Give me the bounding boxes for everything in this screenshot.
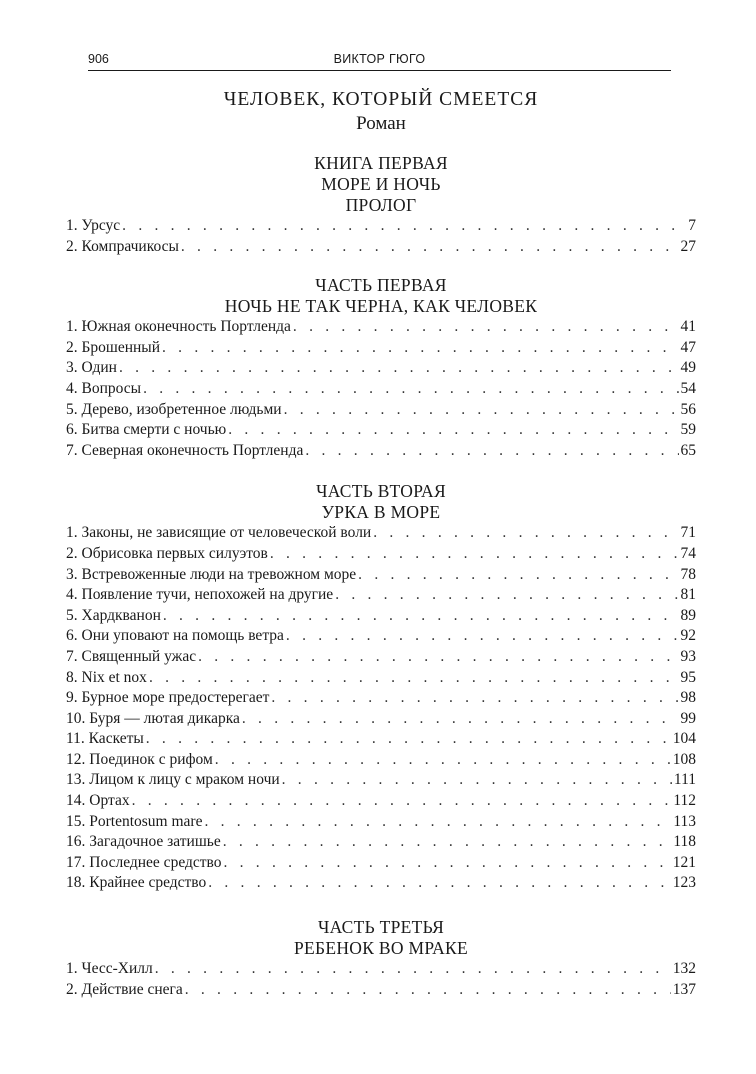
toc-entry <box>66 216 696 237</box>
toc-entry-title: 10. Буря — лютая дикарка <box>66 709 240 727</box>
toc-entry-title: 4. Появление тучи, непохожей на другие <box>66 586 334 604</box>
toc-entry-title: 16. Загадочное затишье <box>66 833 221 851</box>
section-title: КНИГА ПЕРВАЯ <box>314 153 448 173</box>
book-title: ЧЕЛОВЕК, КОТОРЫЙ СМЕЕТСЯ <box>223 89 539 110</box>
toc-entry-page: 54 <box>680 379 696 397</box>
toc-entry-title: 8. Nix et nox <box>66 668 147 686</box>
dot-leader <box>228 420 678 441</box>
toc-entry-page: 121 <box>672 853 696 871</box>
toc-entry-page: 132 <box>672 960 696 978</box>
dot-leader <box>185 980 671 1001</box>
dot-leader <box>146 729 671 750</box>
dot-leader <box>282 770 672 791</box>
toc-list <box>66 317 696 461</box>
toc-entry <box>66 770 696 791</box>
toc-entry-page: 65 <box>680 441 696 459</box>
toc-entry-page: 59 <box>680 421 696 439</box>
dot-leader <box>162 338 678 359</box>
toc-entry-page: 108 <box>672 750 696 768</box>
toc-entry-page: 111 <box>673 771 696 789</box>
dot-leader <box>204 812 671 833</box>
toc-entry-title: 3. Один <box>66 359 117 377</box>
running-header <box>88 50 671 71</box>
toc-entry-page: 78 <box>680 565 696 583</box>
section-title: ЧАСТЬ ТРЕТЬЯ <box>317 917 445 938</box>
dot-leader <box>149 668 679 689</box>
dot-leader <box>208 873 671 894</box>
running-head: ВИКТОР ГЮГО <box>333 52 426 66</box>
dot-leader <box>223 832 672 853</box>
toc-entry-title: 13. Лицом к лицу с мраком ночи <box>66 771 280 789</box>
page-number: 906 <box>88 52 109 66</box>
dot-leader <box>181 237 679 258</box>
toc-entry-title: 2. Обрисовка первых силуэтов <box>66 544 268 562</box>
dot-leader <box>119 358 679 379</box>
dot-leader <box>122 216 686 237</box>
toc-entry-page: 98 <box>680 689 696 707</box>
dot-leader <box>284 400 679 421</box>
toc-entry-page: 74 <box>680 544 696 562</box>
toc-entry-page: 95 <box>680 668 696 686</box>
toc-section <box>66 274 696 461</box>
toc-entry <box>66 358 696 379</box>
toc-entry-page: 71 <box>680 524 696 542</box>
toc-entry-title: 12. Поединок с рифом <box>66 750 213 768</box>
toc-entry-title: 17. Последнее средство <box>66 853 222 871</box>
toc-section <box>66 916 696 1000</box>
toc-entry-page: 56 <box>680 400 696 418</box>
toc-entry-title: 15. Portentosum mare <box>66 812 203 830</box>
toc-entry-page: 49 <box>680 359 696 377</box>
toc-entry-page: 47 <box>680 338 696 356</box>
toc-entry-page: 99 <box>680 709 696 727</box>
dot-leader <box>143 379 678 400</box>
section-subtitle: МОРЕ И НОЧЬ <box>321 174 441 194</box>
dot-leader <box>335 585 678 606</box>
toc-section <box>66 480 696 894</box>
toc-entry-title: 1. Урсус <box>66 217 121 234</box>
toc-entry-page: 92 <box>680 627 696 645</box>
dot-leader <box>242 709 679 730</box>
toc-entry <box>66 379 696 400</box>
dot-leader <box>163 606 679 627</box>
section-title: ЧАСТЬ ПЕРВАЯ <box>315 275 447 296</box>
section-title: ЧАСТЬ ВТОРАЯ <box>316 481 446 502</box>
dot-leader <box>224 853 671 874</box>
toc-entry-page: 137 <box>672 980 696 998</box>
section-subtitle: НОЧЬ НЕ ТАК ЧЕРНА, КАК ЧЕЛОВЕК <box>224 296 538 317</box>
toc-entry-title: 18. Крайнее средство <box>66 874 207 892</box>
book-subtitle: Роман <box>356 113 406 134</box>
toc-entry <box>66 873 696 894</box>
toc-entry <box>66 565 696 586</box>
toc-entry-page: 112 <box>673 792 696 810</box>
toc-entry-page: 104 <box>672 730 696 748</box>
toc-entry-page: 93 <box>680 647 696 665</box>
toc-entry <box>66 729 696 750</box>
dot-leader <box>198 647 678 668</box>
toc-entry-page: 81 <box>680 586 696 604</box>
toc-entry <box>66 523 696 544</box>
toc-entry-title: 1. Законы, не зависящие от человеческой воли <box>66 524 372 542</box>
toc-entry-page: 7 <box>688 217 696 234</box>
dot-leader <box>286 626 679 647</box>
toc-entry-title: 5. Хардкванон <box>66 606 161 624</box>
section-subtitle: ПРОЛОГ <box>345 195 417 215</box>
dot-leader <box>358 565 678 586</box>
toc-entry <box>66 237 696 258</box>
toc-section <box>66 152 696 257</box>
dot-leader <box>271 688 678 709</box>
toc-entry <box>66 959 696 980</box>
toc-entry <box>66 606 696 627</box>
toc-entry-page: 27 <box>680 237 696 255</box>
dot-leader <box>132 791 672 812</box>
toc-entry-title: 1. Чесс-Хилл <box>66 960 153 978</box>
toc-entry <box>66 980 696 1001</box>
toc-entry-title: 7. Северная оконечность Портленда <box>66 441 304 459</box>
toc-entry-page: 89 <box>680 606 696 624</box>
toc-entry-title: 11. Каскеты <box>66 730 144 748</box>
toc-entry-title: 9. Бурное море предостерегает <box>66 689 270 707</box>
toc-entry <box>66 668 696 689</box>
dot-leader <box>215 750 671 771</box>
toc-entry-title: 4. Вопросы <box>66 379 142 397</box>
toc-entry <box>66 853 696 874</box>
dot-leader <box>293 317 679 338</box>
toc-entry <box>66 812 696 833</box>
toc-entry-title: 7. Священный ужас <box>66 647 197 665</box>
toc-entry <box>66 544 696 565</box>
dot-leader <box>155 959 671 980</box>
toc-entry-title: 2. Брошенный <box>66 338 161 356</box>
toc-entry-title: 3. Встревоженные люди на тревожном море <box>66 565 357 583</box>
toc-list <box>66 523 696 894</box>
section-subtitle: РЕБЕНОК ВО МРАКЕ <box>293 938 469 959</box>
dot-leader <box>270 544 679 565</box>
toc-entry <box>66 400 696 421</box>
toc-entry <box>66 317 696 338</box>
toc-entry <box>66 709 696 730</box>
table-of-contents <box>66 88 696 1000</box>
toc-entry <box>66 647 696 668</box>
toc-entry-page: 41 <box>680 318 696 336</box>
dot-leader <box>305 441 678 462</box>
toc-entry-page: 118 <box>673 833 696 851</box>
toc-entry <box>66 832 696 853</box>
toc-list <box>66 216 696 257</box>
toc-entry-title: 2. Действие снега <box>66 980 183 998</box>
toc-entry-title: 6. Они уповают на помощь ветра <box>66 627 284 645</box>
dot-leader <box>373 523 678 544</box>
toc-entry <box>66 688 696 709</box>
toc-entry-title: 5. Дерево, изобретенное людьми <box>66 400 282 418</box>
toc-entry <box>66 338 696 359</box>
toc-list <box>66 959 696 1000</box>
toc-entry-title: 2. Компрачикосы <box>66 237 179 255</box>
toc-entry <box>66 750 696 771</box>
toc-entry <box>66 626 696 647</box>
toc-entry-title: 1. Южная оконечность Портленда <box>66 318 291 336</box>
toc-entry <box>66 420 696 441</box>
toc-entry-page: 113 <box>673 812 696 830</box>
toc-entry <box>66 585 696 606</box>
toc-entry-title: 6. Битва смерти с ночью <box>66 421 227 439</box>
toc-entry <box>66 441 696 462</box>
toc-entry-title: 14. Ортах <box>66 792 130 810</box>
toc-entry <box>66 791 696 812</box>
section-subtitle: УРКА В МОРЕ <box>321 502 441 523</box>
toc-entry-page: 123 <box>672 874 696 892</box>
